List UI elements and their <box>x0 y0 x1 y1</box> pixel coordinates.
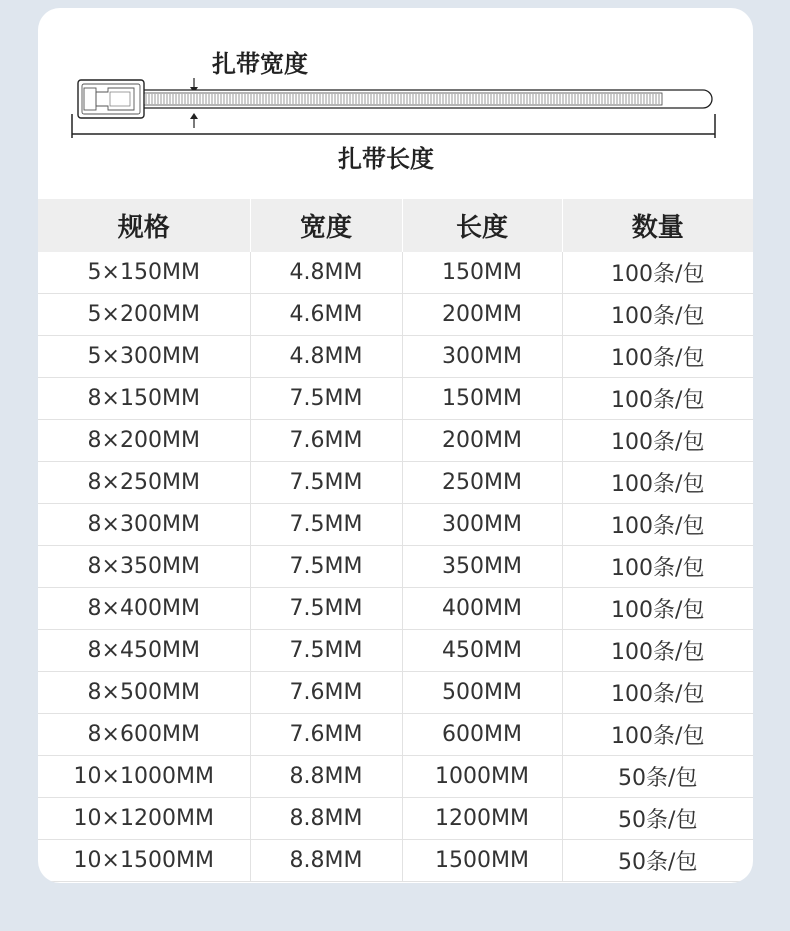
cell-spec: 10×1200MM <box>38 798 250 840</box>
cell-length: 400MM <box>402 588 562 630</box>
cell-quantity: 100条/包 <box>562 504 753 546</box>
cell-width: 7.5MM <box>250 588 402 630</box>
header-quantity: 数量 <box>562 199 753 252</box>
table-row <box>38 756 753 798</box>
cell-spec: 8×400MM <box>38 588 250 630</box>
table-row <box>38 798 753 840</box>
cell-quantity: 100条/包 <box>562 714 753 756</box>
cell-quantity: 100条/包 <box>562 588 753 630</box>
table-row <box>38 588 753 630</box>
table-header-row <box>38 199 753 252</box>
cell-quantity: 100条/包 <box>562 420 753 462</box>
cell-length: 300MM <box>402 504 562 546</box>
spec-table <box>38 199 753 882</box>
cell-spec: 8×250MM <box>38 462 250 504</box>
cell-spec: 5×150MM <box>38 252 250 294</box>
tie-head <box>78 80 144 118</box>
cell-length: 1500MM <box>402 840 562 882</box>
cell-length: 1200MM <box>402 798 562 840</box>
cell-quantity: 100条/包 <box>562 546 753 588</box>
tie-length-label: 扎带长度 <box>338 145 434 173</box>
cell-length: 200MM <box>402 420 562 462</box>
cell-width: 7.5MM <box>250 378 402 420</box>
cell-width: 7.5MM <box>250 462 402 504</box>
cell-width: 8.8MM <box>250 756 402 798</box>
cell-spec: 10×1000MM <box>38 756 250 798</box>
table-row <box>38 546 753 588</box>
cell-length: 200MM <box>402 294 562 336</box>
header-spec: 规格 <box>38 199 250 252</box>
cell-length: 250MM <box>402 462 562 504</box>
cell-quantity: 100条/包 <box>562 672 753 714</box>
table-row <box>38 504 753 546</box>
cell-width: 7.6MM <box>250 714 402 756</box>
table-row <box>38 840 753 882</box>
cell-quantity: 100条/包 <box>562 630 753 672</box>
cell-quantity: 100条/包 <box>562 252 753 294</box>
table-row <box>38 252 753 294</box>
cell-quantity: 50条/包 <box>562 756 753 798</box>
cell-quantity: 100条/包 <box>562 336 753 378</box>
cell-spec: 8×600MM <box>38 714 250 756</box>
cell-width: 7.5MM <box>250 546 402 588</box>
cell-spec: 8×450MM <box>38 630 250 672</box>
cell-length: 600MM <box>402 714 562 756</box>
cell-quantity: 100条/包 <box>562 378 753 420</box>
table-row <box>38 672 753 714</box>
table-row <box>38 630 753 672</box>
table-row <box>38 462 753 504</box>
table-row <box>38 714 753 756</box>
table-row <box>38 378 753 420</box>
cell-quantity: 50条/包 <box>562 840 753 882</box>
table-row <box>38 420 753 462</box>
cell-length: 350MM <box>402 546 562 588</box>
spec-card <box>38 8 753 883</box>
cell-spec: 8×150MM <box>38 378 250 420</box>
cell-length: 450MM <box>402 630 562 672</box>
cable-tie-diagram <box>38 8 753 198</box>
cell-spec: 5×300MM <box>38 336 250 378</box>
cell-spec: 8×350MM <box>38 546 250 588</box>
cell-length: 150MM <box>402 378 562 420</box>
cell-spec: 8×500MM <box>38 672 250 714</box>
cell-width: 8.8MM <box>250 840 402 882</box>
cell-length: 500MM <box>402 672 562 714</box>
cell-length: 300MM <box>402 336 562 378</box>
cell-spec: 8×200MM <box>38 420 250 462</box>
cell-width: 4.8MM <box>250 252 402 294</box>
width-arrow-bottom-icon <box>190 113 198 128</box>
cell-length: 1000MM <box>402 756 562 798</box>
header-width: 宽度 <box>250 199 402 252</box>
cell-spec: 5×200MM <box>38 294 250 336</box>
header-length: 长度 <box>402 199 562 252</box>
cell-quantity: 100条/包 <box>562 462 753 504</box>
cell-quantity: 100条/包 <box>562 294 753 336</box>
table-row <box>38 294 753 336</box>
cell-quantity: 50条/包 <box>562 798 753 840</box>
cell-width: 8.8MM <box>250 798 402 840</box>
tie-width-label: 扎带宽度 <box>212 50 308 78</box>
spec-table-container <box>38 199 753 882</box>
cell-width: 7.5MM <box>250 630 402 672</box>
cell-spec: 10×1500MM <box>38 840 250 882</box>
table-row <box>38 336 753 378</box>
cell-width: 7.6MM <box>250 672 402 714</box>
cell-length: 150MM <box>402 252 562 294</box>
cell-spec: 8×300MM <box>38 504 250 546</box>
cell-width: 4.6MM <box>250 294 402 336</box>
cell-width: 7.6MM <box>250 420 402 462</box>
cell-width: 4.8MM <box>250 336 402 378</box>
cell-width: 7.5MM <box>250 504 402 546</box>
